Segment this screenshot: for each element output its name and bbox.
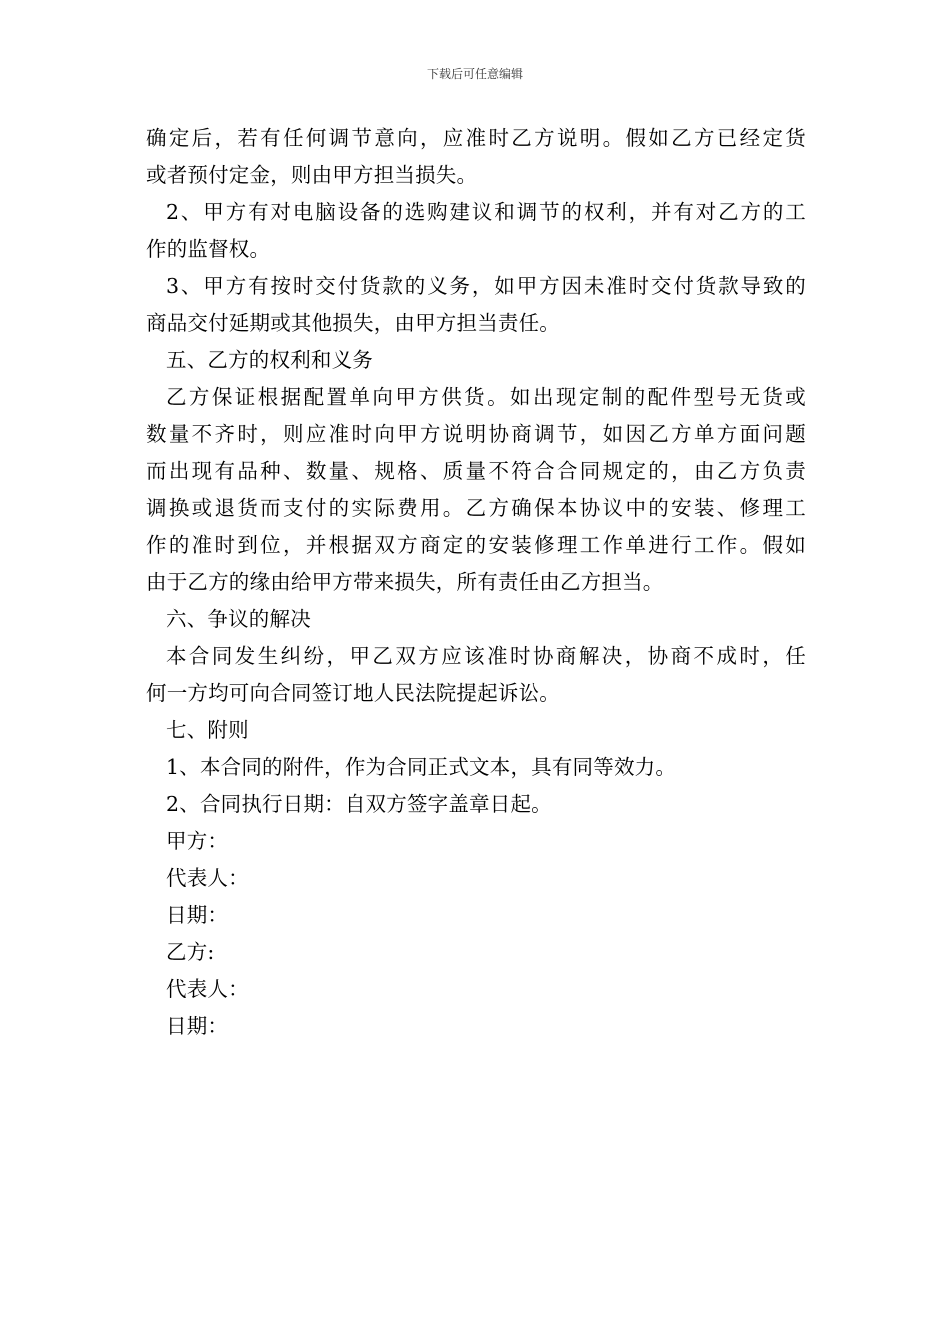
text-line: 日期： <box>166 1014 229 1038</box>
contract-body <box>146 120 806 1045</box>
text-line: 1、本合同的附件，作为合同正式文本，具有同等效力。 <box>166 755 677 779</box>
text-line: 何一方均可向合同签订地人民法院提起诉讼。 <box>146 681 560 705</box>
text-line: 五、乙方的权利和义务 <box>166 348 373 372</box>
text-line: 乙方: <box>166 940 215 964</box>
text-line: 调换或退货而支付的实际费用。乙方确保本协议中的安装、修理工 <box>146 496 806 520</box>
text-line: 本合同发生纠纷，甲乙双方应该准时协商解决，协商不成时，任 <box>166 644 806 668</box>
text-line: 而出现有品种、数量、规格、质量不符合合同规定的，由乙方负责 <box>146 459 806 483</box>
text-line: 数量不齐时，则应准时向甲方说明协商调节，如因乙方单方面问题 <box>146 422 806 446</box>
text-line: 六、争议的解决 <box>166 607 311 631</box>
text-line: 3、甲方有按时交付货款的义务，如甲方因未准时交付货款导致的 <box>166 274 806 298</box>
text-line: 代表人： <box>166 866 249 890</box>
text-line: 商品交付延期或其他损失，由甲方担当责任。 <box>146 311 560 335</box>
text-line: 代表人： <box>166 977 249 1001</box>
text-line: 或者预付定金，则由甲方担当损失。 <box>146 163 478 187</box>
text-line: 七、附则 <box>166 718 249 742</box>
text-line: 作的准时到位，并根据双方商定的安装修理工作单进行工作。假如 <box>146 533 806 557</box>
text-line: 由于乙方的缘由给甲方带来损失，所有责任由乙方担当。 <box>146 570 664 594</box>
text-line: 甲方： <box>166 829 229 853</box>
page-header: 下载后可任意编辑 <box>426 67 523 81</box>
text-line: 2、甲方有对电脑设备的选购建议和调节的权利，并有对乙方的工 <box>166 200 806 224</box>
text-line: 日期： <box>166 903 229 927</box>
contract-lines <box>146 120 806 1045</box>
text-line: 确定后，若有任何调节意向，应准时乙方说明。假如乙方已经定货 <box>146 126 806 150</box>
text-line: 乙方保证根据配置单向甲方供货。如出现定制的配件型号无货或 <box>166 385 806 409</box>
text-line: 2、合同执行日期：自双方签字盖章日起。 <box>166 792 552 816</box>
text-line: 作的监督权。 <box>146 237 271 261</box>
